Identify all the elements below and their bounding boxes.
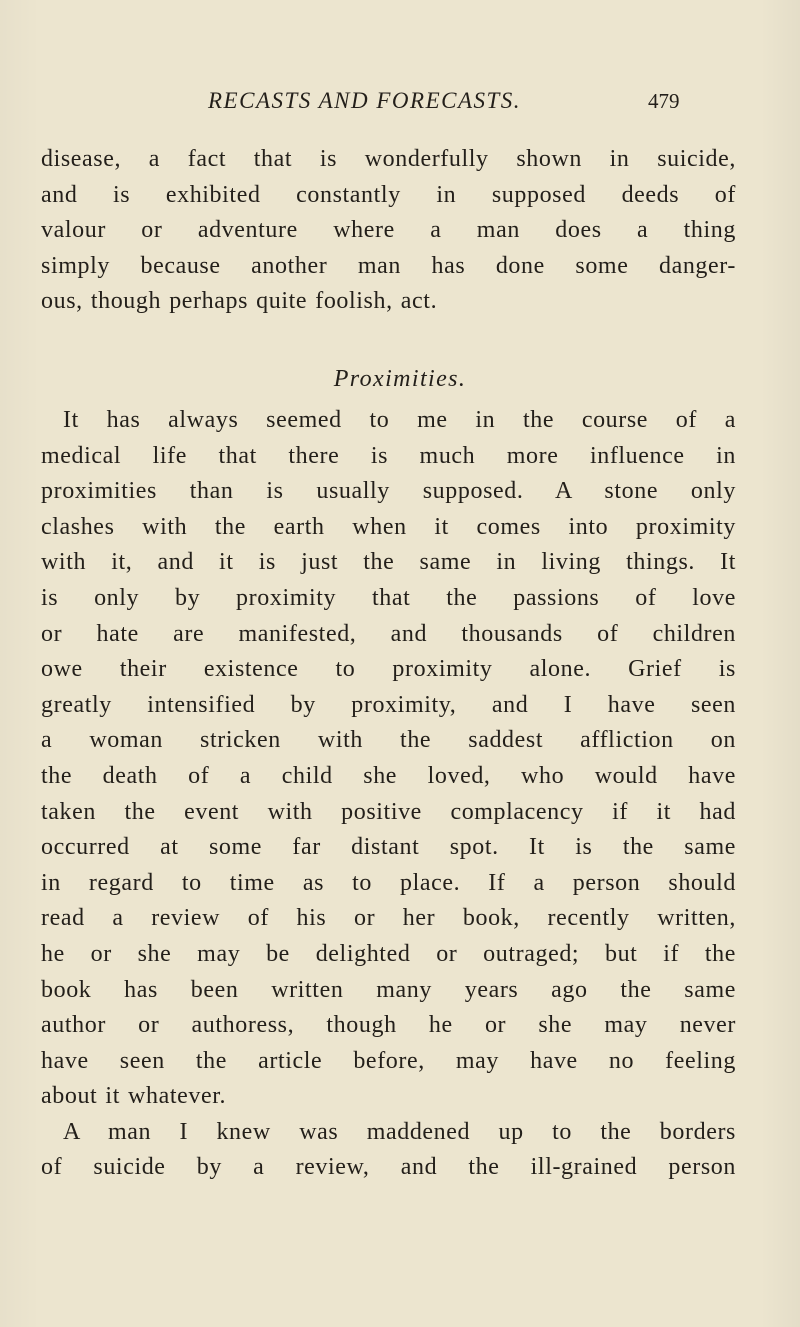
text-line: of suicide by a review, and the ill-grained person <box>41 1154 736 1181</box>
text-line: disease, a fact that is wonderfully shown in suicide, <box>41 146 736 172</box>
text-line: clashes with the earth when it comes into proximity <box>41 513 736 540</box>
text-line: ous, though perhaps quite foolish, act. <box>41 288 438 315</box>
text-line: greatly intensified by proximity, and I have seen <box>41 691 736 718</box>
text-line: in regard to time as to place. If a person should <box>41 869 736 896</box>
text-line: is only by proximity that the passions of love <box>41 584 736 611</box>
text-line: about it whatever. <box>41 1083 227 1110</box>
page-header <box>0 88 800 118</box>
text-line: have seen the article before, may have no feeling <box>41 1047 736 1074</box>
text-line: or hate are manifested, and thousands of children <box>41 620 736 647</box>
section-heading: Proximities. <box>333 366 467 392</box>
text-line: medical life that there is much more influence in <box>41 442 736 469</box>
text-line: the death of a child she loved, who would have <box>41 762 736 789</box>
text-line: simply because another man has done some danger- <box>41 252 736 279</box>
text-line: occurred at some far distant spot. It is the same <box>41 834 736 861</box>
text-line: It has always seemed to me in the course of a <box>63 407 736 433</box>
paragraph-2 <box>41 403 736 1186</box>
text-line: owe their existence to proximity alone. Grief is <box>41 656 736 683</box>
text-line: with it, and it is just the same in living things. It <box>41 549 736 576</box>
text-line: and is exhibited constantly in supposed deeds of <box>41 181 736 208</box>
text-line: valour or adventure where a man does a thing <box>41 217 736 244</box>
text-line: taken the event with positive complacency if it had <box>41 798 736 825</box>
text-line: author or authoress, though he or she may never <box>41 1012 736 1039</box>
page-number: 479 <box>648 89 680 113</box>
text-line: a woman stricken with the saddest affliction on <box>41 727 736 754</box>
running-head: RECASTS AND FORECASTS. <box>208 88 522 113</box>
text-line: book has been written many years ago the same <box>41 976 736 1003</box>
text-line: proximities than is usually supposed. A stone only <box>41 478 736 505</box>
paragraph-1 <box>41 142 736 320</box>
text-line: A man I knew was maddened up to the borders <box>63 1118 736 1145</box>
text-line: read a review of his or her book, recently written, <box>41 905 736 932</box>
text-line: he or she may be delighted or outraged; but if the <box>41 940 736 967</box>
